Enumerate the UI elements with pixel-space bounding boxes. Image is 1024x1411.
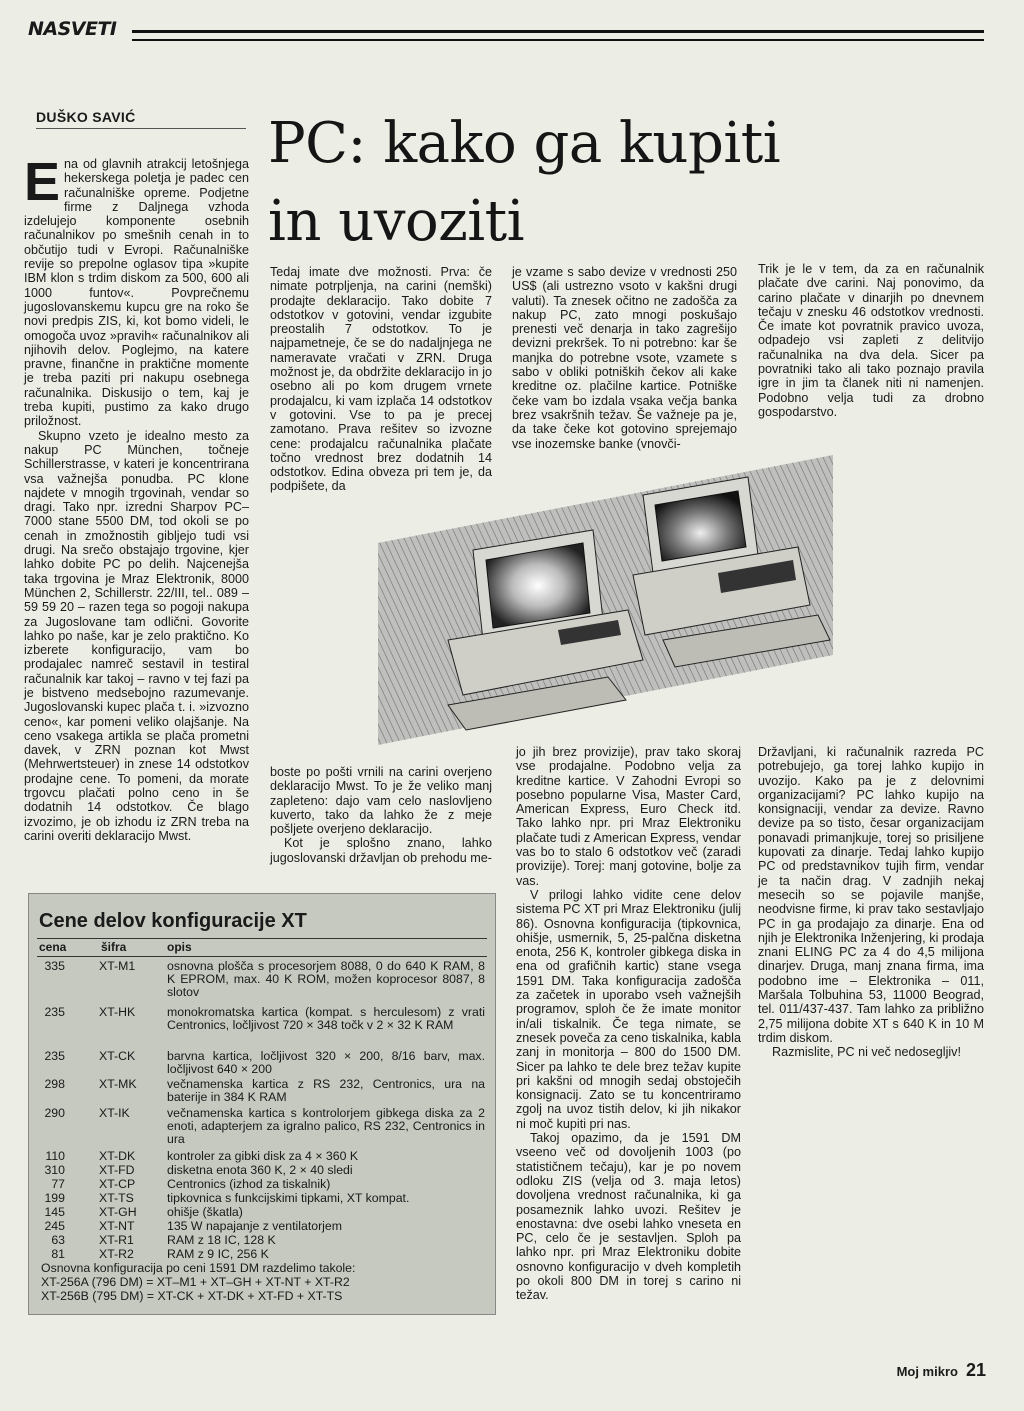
title-line-2: in uvoziti [268,189,525,254]
table-rule-top [37,938,487,939]
col2-paragraph-1: Tedaj imate dve možnosti. Prva: če nimate potrpljenja, na carini (nemški) prodajte deklaracijo. Tako dobite 7 odstotkov v gotovini, vendar izgubite preostalih 7 odstotkov. To je najpametneje, če se do nadaljnjega ne nameravate vračati v ZRN. Druga možnost je, da obdržite deklaracijo in jo osebno ali po kom drugem vrnete prodajalcu, ki vam izplača 14 odstotkov v gotovini. Vse to pa je precej zamotano. Prava rešitev so izvozne cene: prodajalcu računalnika plačate točno vrednost brez dodatnih 14 odstotkov. Edina obveza pri tem je, da podpišete, da [270,265,492,494]
column-1 [24,152,249,843]
table-header-code: šifra [101,940,127,954]
computers-photo [378,455,833,745]
magazine-name: Moj mikro [896,1364,958,1379]
page-number: 21 [965,1360,986,1380]
col4-paragraph-3: Razmislite, PC ni več nedosegljiv! [772,1045,961,1060]
col1-paragraph-1: Ena od glavnih atrakcij letošnjega hekerskega poletja je padec cen računalniške opreme. Podjetne firme z Daljnega vzhoda izdelujejo komponente osebnih računalnikov po smešnih cenah in to občutijo tudi v Evropi. Računalniške revije so prepolne oglasov tipa »kupite IBM klon s trdim diskom za 500, 600 ali 1000 funtov«. Povprečnemu jugoslovanskemu kupcu gre na roko še novi predpis ZIS, ki, kot bomo videli, le omogoča uvoz »pravih« računalnikov ali njihovih delov. Poglejmo, na katere pravne, finančne in praktične momente je treba paziti pri nakupu osebnega računalnika. Diskusijo o tem, kaj je treba kupiti, pustimo za kako drugo priložnost. [24,152,249,429]
col4-paragraph-1: Trik je le v tem, da za en računalnik plačate dve carini. Naj ponovimo, da carino plačate v dinarjih po dnevnem tečaju v znesku 46 odstotkov vrednosti. Če imate kot povratnik pravico uvoza, odpadejo vsi zapleti z delitvijo računalnika na dva dela. Sicer pa povratniki tako ali tako poznajo pravila igre in jim ta članek niti ni namenjen. Podobno velja tudi za drobno gospodarstvo. [758,262,984,419]
column-3-bottom [516,745,741,1303]
section-label: NASVETI [28,18,117,40]
col1-paragraph-2: Skupno vzeto je idealno mesto za nakup PC München, točneje Schillerstrasse, v kateri je koncentrirana vsa važnejša ponudba. PC klone najdete v mnogih trgovinah, vendar so dragi. Tako npr. izredni Sharpov PC–7000 stane 5500 DM, tod okoli se po cenah in zmožnostih gibljejo tudi vsi drugi. Na srečo obstajajo trgovine, kjer lahko dobite PC po delih. Najcenejša taka trgovina je Mraz Elektronik, 8000 München 2, Schillerstr. 22/III, tel.. 089 – 59 59 20 – razen tega so pogoji nakupa za Jugoslovane tam odlični. Govorite lahko po naše, kar je zelo praktično. Ko izberete konfiguracijo, vam bo prodajalec namreč sestavil in testiral računalnik kar takoj – ravno v tej fazi pa je bistveno medsebojno razumevanje. Jugoslovanski kupec plača t. i. »izvozno ceno«, kar pomeni veliko olajšanje. Na ceno vsakega artikla se plača prometni davek, v ZRN poznan kot Mwst (Mehrwertsteuer) in znese 14 odstotkov prodajne cene. To pomeni, da morate trgovcu plačati polno ceno in še dodatnih 14 odstotkov. Če blago izvozimo, je ob izhodu iz ZRN treba na carini overiti deklaracijo Mwst. [24,428,249,843]
col2-paragraph-2: boste po pošti vrnili na carini overjeno deklaracijo Mwst. To je že veliko manj zapleteno: dajo vam celo naslovljeno kuverto, tako da lahko že z meje pošljete overjeno deklaracijo. [270,765,492,837]
table-rule-header [37,956,487,957]
table-note-1: Osnovna konfiguracija po ceni 1591 DM razdelimo takole: [41,1261,356,1275]
column-4-bottom [758,745,984,1060]
table-note-2: XT-256A (796 DM) = XT–M1 + XT–GH + XT-NT + XT-R2 [41,1275,350,1289]
author-rule [36,128,246,129]
column-4-top [758,262,984,419]
article-title [268,105,908,261]
page-footer [897,1360,986,1381]
title-line-1: PC: kako ga kupiti [268,111,781,176]
price-table: Cene delov konfiguracije XT cena šifra opis 335 XT-M1 osnovna plošča s procesorjem 8088, 0 do 640 K RAM, 8 K EPROM, max. 40 K ROM, možen koprocesor 8087, 8 slotov 235 XT-HK monokromatska kartica (kompat. s herculesom) z vrati Centronics, ločljivost 720 × 348 točk v 2 × 32 K RAM 235 XT-CK barvna kartica, ločljivost 320 × 200, 8/16 barv, max. ločljivost 640 × 200 298 XT-MK večnamenska kartica z RS 232, Centronics, ura na baterije in 384 K RAM 290 XT-IK večnamenska kartica s kontrolorjem gibkega diska za 2 enoti, adapterjem za igralno palico, RS 232, Centronics in ura 110 XT-DK kontroler za gibki disk za 4 × 360 K 310 XT-FD disketna enota 360 K, 2 × 40 sledi 77 XT-CP Centronics (izhod za tiskalnik) 199 XT-TS tipkovnica s funkcijskimi tipkami, XT kompat. 145 XT-GH ohišje (škatla) 245 XT-NT 135 W napajanje z ventilatorjem 63 XT-R1 RAM z 18 IC, 128 K 81 XT-R2 RAM z 9 IC, 256 K Osnovna konfiguracija po ceni 1591 DM razdelimo takole: XT-256A (796 DM) = XT–M1 + XT–GH + XT-NT + XT-R2 XT-256B (795 DM) = XT-CK + XT-DK + XT-FD + XT-TS [28,893,496,1315]
column-3-top [512,265,737,451]
column-2-bottom [270,765,492,865]
col2-paragraph-3: Kot je splošno znano, lahko jugoslovanski državljan ob prehodu me- [270,836,492,865]
col3-paragraph-4: Takoj opazimo, da je 1591 DM vseeno več od dovoljenih 1003 (po statističnem tečaju), kar je po novem odloku ZIS (velja od 3. maja letos) dovoljena vrednost računalnika, ki ga posameznik lahko uvozi. Rešitev je enostavna: dve osebi lahko vneseta en PC, celo če je sestavljen. Sploh pa lahko npr. pri Mraz Elektroniku dobite osnovno konfiguracijo v dveh kompletih po okoli 800 DM in torej s carino ni težav. [516,1131,741,1303]
author-name: DUŠKO SAVIĆ [36,109,136,125]
col3-paragraph-3: V prilogi lahko vidite cene delov sistema PC XT pri Mraz Elektroniku (julij 86). Osnovna konfiguracija (tipkovnica, ohišje, usmernik, 5, 25-palčna disketna enota, 256 K, kontroler gibkega diska in ena od grafičnih kartic) stane vsega 1591 DM. Taka konfiguracija zadošča za začetek in uporabo vseh važnejših programov, sploh če že imate monitor in/ali tiskalnik. Če tega nimate, se znesek poveča za ceno tiskalnika, kabla zanj in monitorja – 800 do 1500 DM. Sicer pa lahko te dele brez težav kupite pri kakšni od mnogih sedaj obstoječih konsignacij. Zato se tu koncentriramo zgolj na uvoz tistih delov, ki jih nikakor ni moč kupiti pri nas. [516,887,741,1131]
table-title: Cene delov konfiguracije XT [39,910,307,932]
table-header-description: opis [167,940,192,954]
table-note-3: XT-256B (795 DM) = XT-CK + XT-DK + XT-FD + XT-TS [41,1289,343,1303]
col4-paragraph-2: Državljani, ki računalnik razreda PC potrebujejo, ga torej lahko kupijo in uvozijo. Kako pa je z delovnimi organizacijami? PC lahko kupijo na konsignaciji, vendar za devize. Ravno devize pa so tisto, česar organizacijam ponavadi primanjkuje, torej so prisiljene kupovati za dinarje. Tedaj lahko kupijo PC od predstavnikov tujih firm, vendar je ta način drag. V zadnjih nekaj mesecih so se pojavile manjše, neodvisne firme, ki prav tako sestavljajo PC in ga prodajajo za dinarje. Ena od njih je Elektronika Inženjering, ki prodaja znani ELING PC za 4 do 4,5 milijona dinarjev. Druga, manj znana firma, ima podobno ime – Elektronika – 011, Maršala Tolbuhina 53, 11000 Beograd, tel. 011/437-437. Tam lahko za približno 2,75 milijona dobite XT s 640 K in 10 M trdim diskom. [758,745,984,1045]
col3-paragraph-1: je vzame s sabo devize v vrednosti 250 US$ (ali ustrezno vsoto v kakšni drugi valuti). Ta znesek očitno ne zadošča za nakup PC, zato mnogi poskušajo prenesti več denarja in tako zagrešijo devizni prekršek. To ni potrebno: kar še manjka do potrebne vsote, vzamete s sabo v obliki potniških čekov ali kake kreditne oz. plačilne kartice. Potniške čeke vam bo izdala vsaka večja banka brez vsakršnih težav. Še važneje pa je, da take čeke kot gotovino sprejemajo vse inozemske banke (vnovči- [512,265,737,451]
col3-paragraph-2: jo jih brez provizije), prav tako skoraj vse prodajalne. Podobno velja za kreditne kartice. V Zahodni Evropi so posebno popularne Visa, Master Card, American Express, Euro Check itd. Tako lahko npr. pri Mraz Elektroniku plačate tudi z American Express, vendar vas bo to stalo 6 odstotkov več (zaradi provizije). Torej: manj gotovine, bolje za vas. [516,745,741,888]
drop-cap: E [24,152,61,212]
header-rule [132,30,984,41]
table-header-price: cena [39,940,67,954]
